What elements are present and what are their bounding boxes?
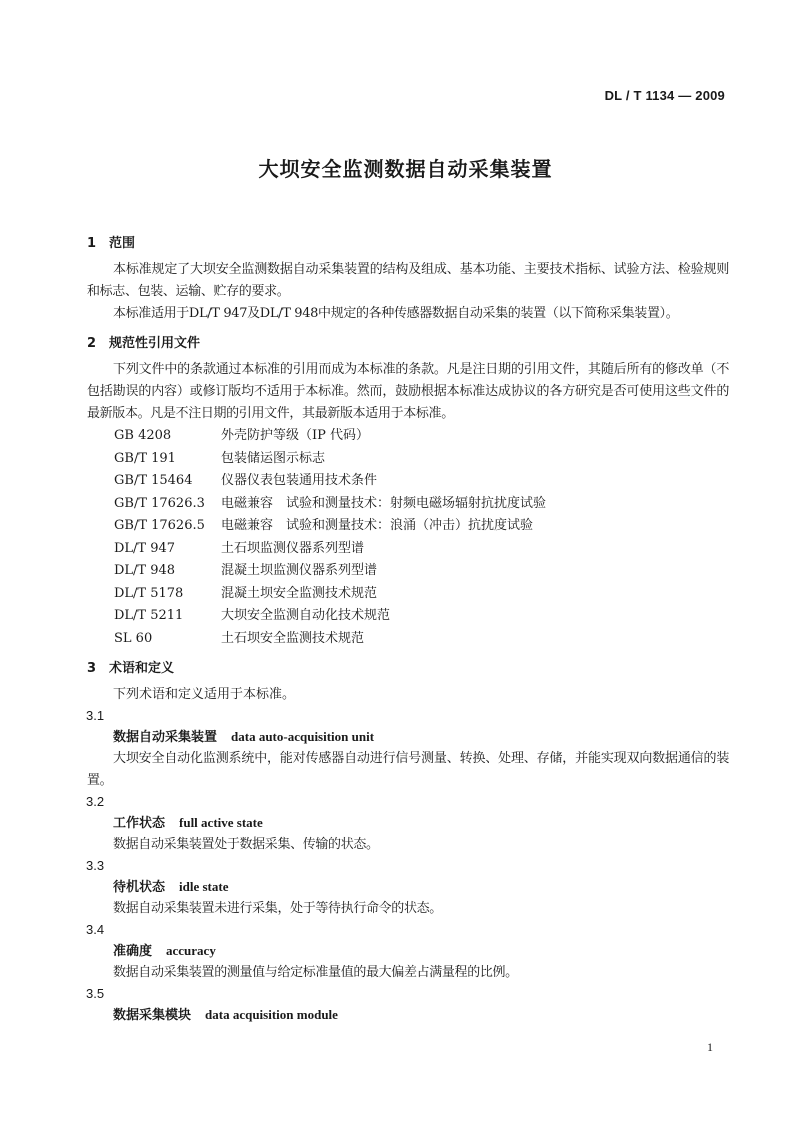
paragraph: 下列文件中的条款通过本标准的引用而成为本标准的条款。凡是注日期的引用文件，其随后所有的修改单（不包括勘误的内容）或修订版均不适用于本标准。然而，鼓励根据本标准达成协议的各方研究是否可使用这些文件的最新版本。凡是不注日期的引用文件，其最新版本适用于本标准。 xyxy=(87,362,729,421)
reference-item xyxy=(87,425,729,448)
term-definition: 数据自动采集装置处于数据采集、传输的状态。 xyxy=(113,837,379,852)
term-heading xyxy=(87,812,729,834)
term-en: accuracy xyxy=(166,943,216,958)
section-number: 3 xyxy=(87,661,97,676)
reference-name: 电磁兼容 试验和测量技术：浪涌（冲击）抗扰度试验 xyxy=(221,518,534,533)
reference-code: DL/T 947 xyxy=(114,540,176,556)
term-definition: 数据自动采集装置未进行采集，处于等待执行命令的状态。 xyxy=(113,901,442,916)
page-number: 1 xyxy=(707,1040,713,1054)
term-entry xyxy=(87,920,729,984)
reference-name: 土石坝安全监测技术规范 xyxy=(221,630,365,646)
term-number: 3.2 xyxy=(86,794,105,809)
reference-name: 电磁兼容 试验和测量技术：射频电磁场辐射抗扰度试验 xyxy=(221,495,547,511)
section-number: 1 xyxy=(87,236,97,251)
reference-code: GB/T 15464 xyxy=(114,473,193,488)
term-en: full active state xyxy=(179,815,263,830)
term-en: idle state xyxy=(179,879,229,894)
reference-name: 混凝土坝安全监测技术规范 xyxy=(221,585,378,601)
reference-code: GB 4208 xyxy=(114,428,172,443)
reference-name: 土石坝监测仪器系列型谱 xyxy=(221,540,365,556)
term-entry xyxy=(87,706,729,792)
term-definition: 数据自动采集装置的测量值与给定标准量值的最大偏差占满量程的比例。 xyxy=(113,965,518,980)
term-number: 3.5 xyxy=(86,986,105,1001)
reference-name: 包装储运图示标志 xyxy=(221,450,326,466)
reference-item xyxy=(87,628,729,651)
reference-item xyxy=(87,583,729,606)
reference-item xyxy=(87,515,729,538)
term-number: 3.4 xyxy=(86,922,105,937)
reference-code: GB/T 17626.3 xyxy=(114,495,205,511)
reference-item xyxy=(87,605,729,628)
term-entry xyxy=(87,792,729,856)
term-zh: 数据采集模块 xyxy=(113,1008,192,1023)
reference-item xyxy=(87,538,729,561)
definitions-intro: 下列术语和定义适用于本标准。 xyxy=(113,687,296,702)
reference-code: SL 60 xyxy=(114,630,153,646)
reference-code: GB/T 17626.5 xyxy=(114,518,205,533)
reference-code: DL/T 5178 xyxy=(114,585,184,601)
reference-name: 外壳防护等级（IP 代码） xyxy=(221,428,370,443)
term-heading xyxy=(87,1004,729,1026)
term-heading xyxy=(87,876,729,898)
term-en: data acquisition module xyxy=(205,1007,338,1022)
reference-code: GB/T 191 xyxy=(114,450,176,466)
section-2-heading xyxy=(87,332,729,356)
standard-code: DL / T 1134 — 2009 xyxy=(604,88,725,103)
term-entry xyxy=(87,856,729,920)
reference-code: DL/T 948 xyxy=(114,563,176,578)
term-heading xyxy=(87,940,729,962)
paragraph: 本标准规定了大坝安全监测数据自动采集装置的结构及组成、基本功能、主要技术指标、试验方法、检验规则和标志、包装、运输、贮存的要求。 xyxy=(87,262,729,299)
document-body xyxy=(87,232,729,1026)
term-zh: 工作状态 xyxy=(113,816,166,831)
term-number: 3.3 xyxy=(86,858,105,873)
term-en: data auto-acquisition unit xyxy=(231,729,375,744)
term-zh: 准确度 xyxy=(113,944,153,959)
term-definition: 大坝安全自动化监测系统中，能对传感器自动进行信号测量、转换、处理、存储，并能实现双向数据通信的装置。 xyxy=(87,751,729,788)
section-1-heading xyxy=(87,232,729,256)
reference-item xyxy=(87,470,729,493)
reference-code: DL/T 5211 xyxy=(114,608,184,623)
reference-list xyxy=(87,425,729,650)
term-zh: 数据自动采集装置 xyxy=(113,730,218,745)
section-title: 范围 xyxy=(109,236,136,251)
term-heading xyxy=(87,726,729,748)
term-entry xyxy=(87,984,729,1026)
reference-name: 大坝安全监测自动化技术规范 xyxy=(221,608,391,623)
reference-name: 混凝土坝监测仪器系列型谱 xyxy=(221,563,378,578)
reference-name: 仪器仪表包装通用技术条件 xyxy=(221,473,378,488)
section-3-heading xyxy=(87,657,729,681)
section-title: 规范性引用文件 xyxy=(109,336,201,351)
reference-item xyxy=(87,448,729,471)
section-title: 术语和定义 xyxy=(109,661,175,676)
document-title: 大坝安全监测数据自动采集装置 xyxy=(258,157,553,181)
section-number: 2 xyxy=(87,336,97,351)
term-number: 3.1 xyxy=(86,708,105,723)
term-zh: 待机状态 xyxy=(113,880,166,895)
paragraph: 本标准适用于DL/T 947及DL/T 948中规定的各种传感器数据自动采集的装置（以下简称采集装置）。 xyxy=(113,306,679,321)
reference-item xyxy=(87,493,729,516)
reference-item xyxy=(87,560,729,583)
